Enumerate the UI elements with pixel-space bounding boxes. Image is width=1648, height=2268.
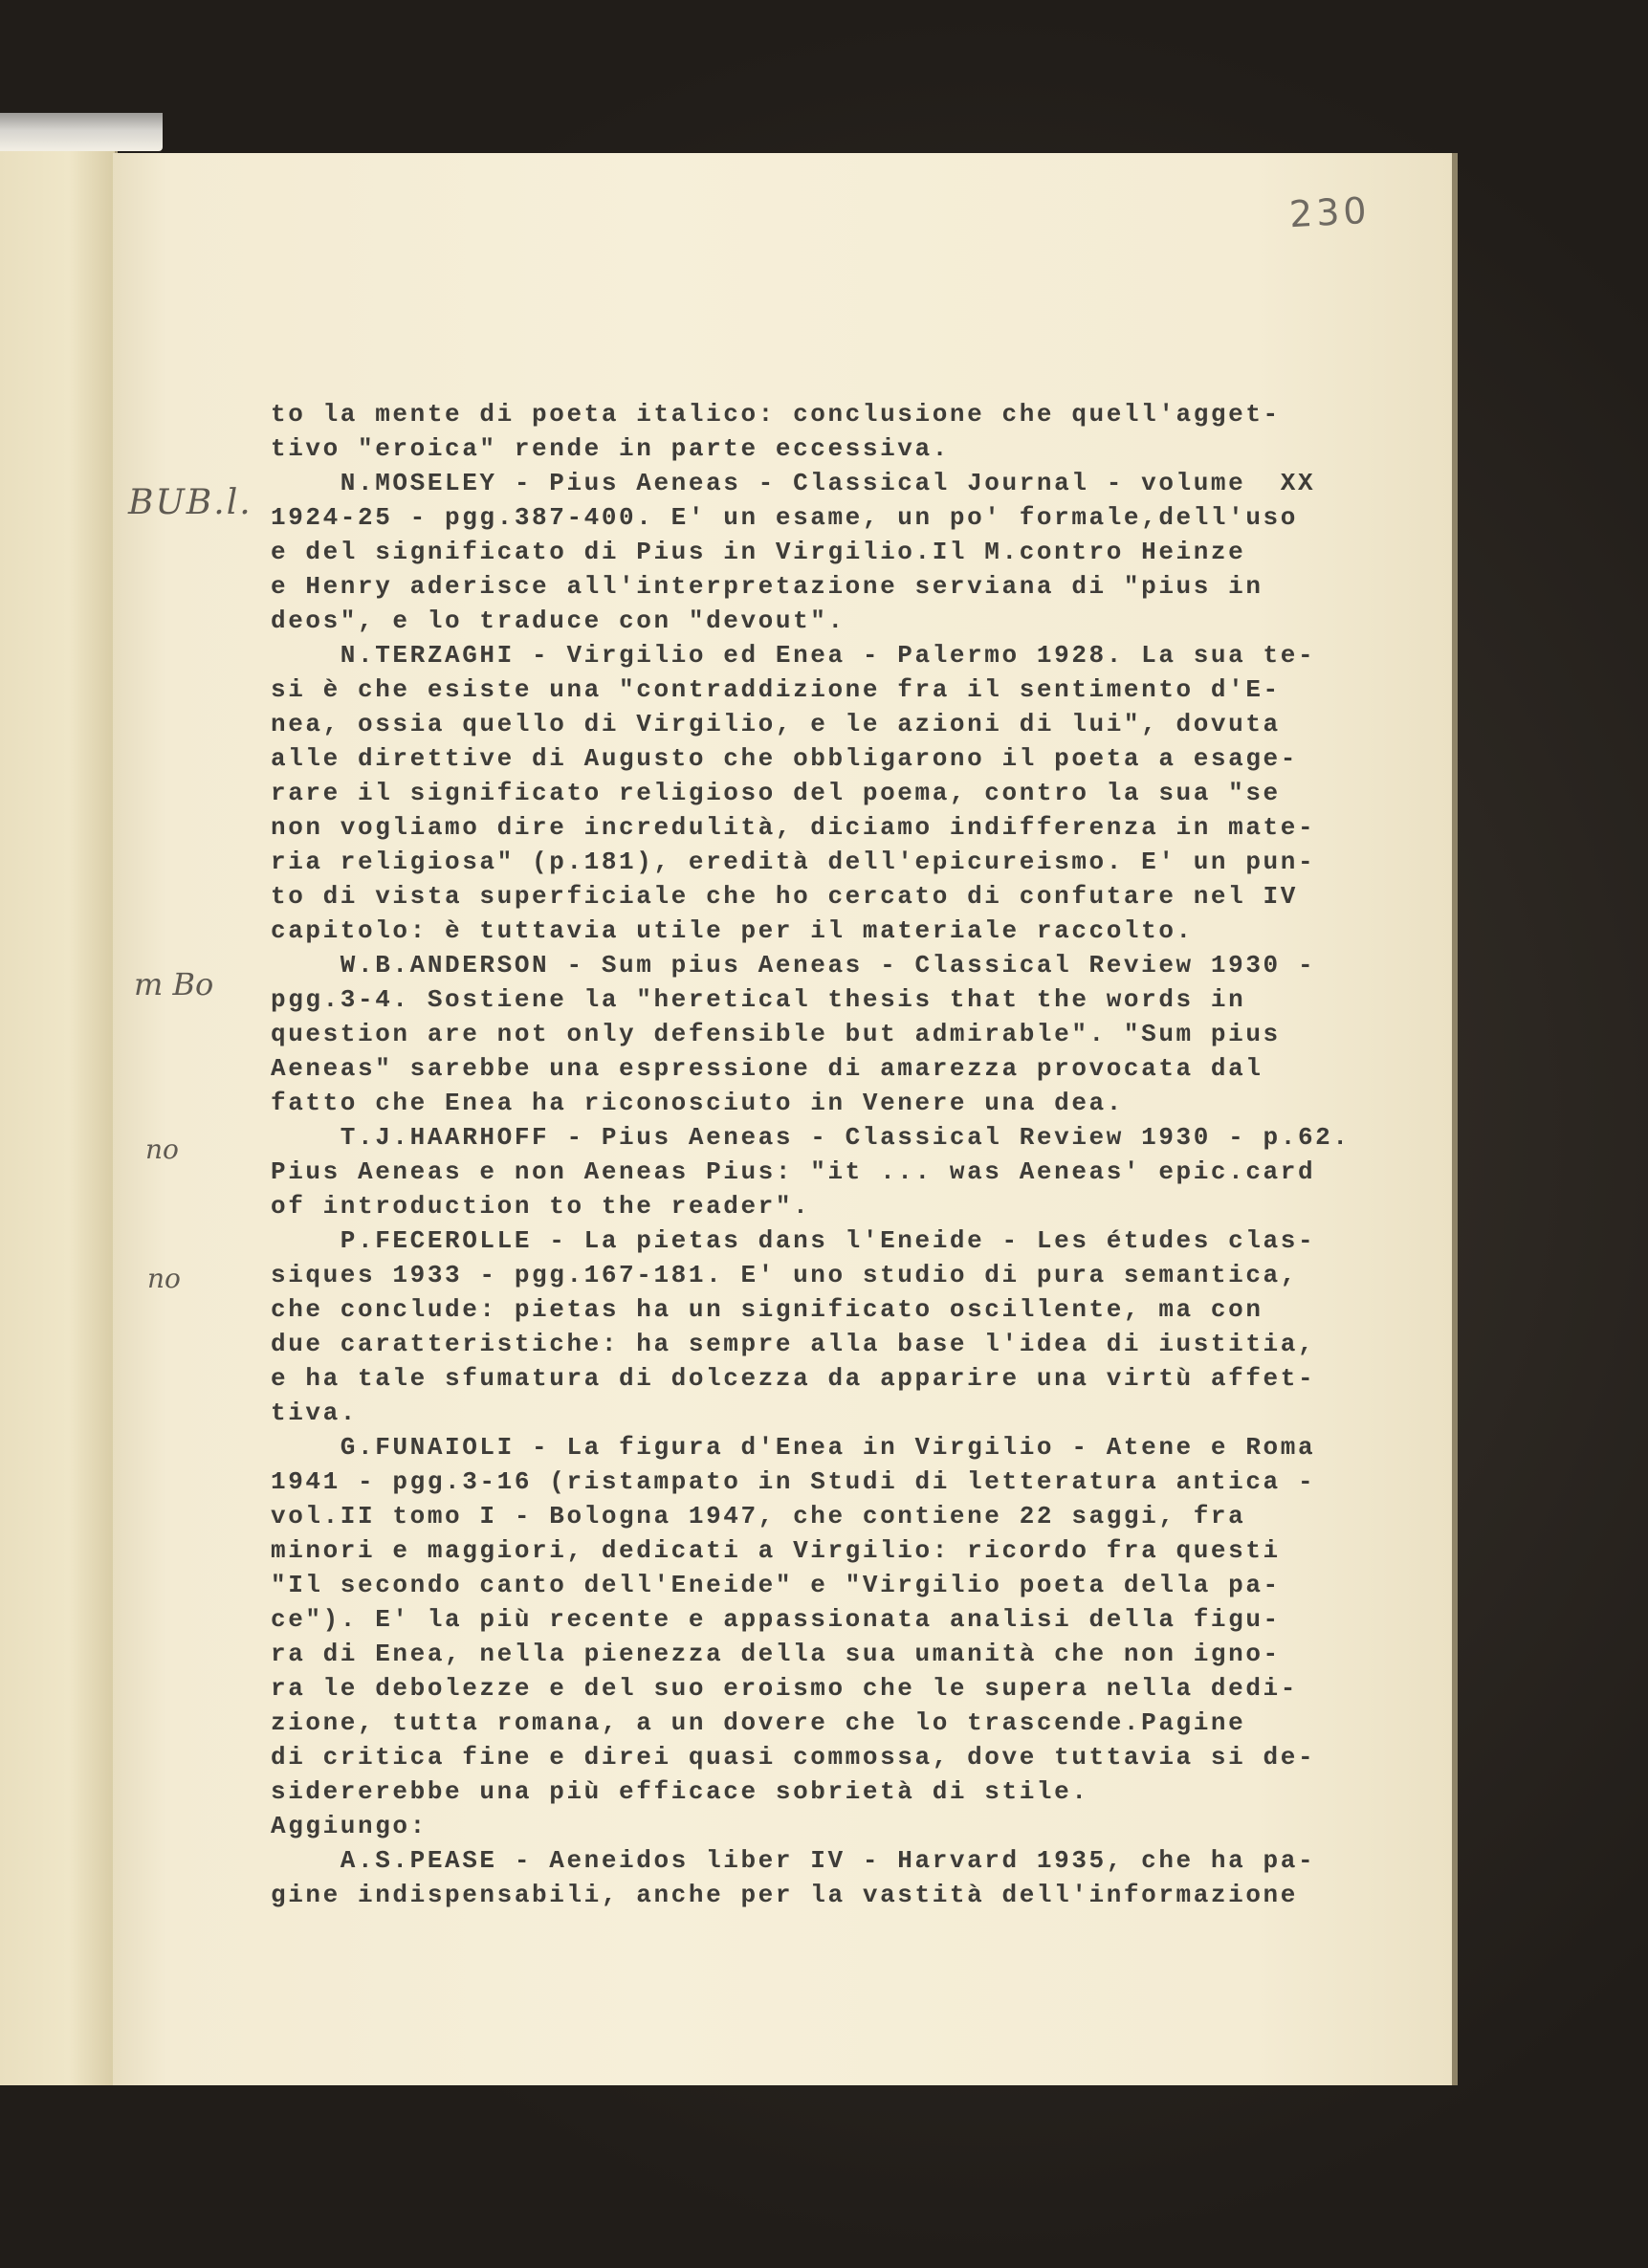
text-line: ra di Enea, nella pienezza della sua umanità che non igno- — [271, 1640, 1281, 1668]
text-line: 1941 - pgg.3-16 (ristampato in Studi di letteratura antica - — [271, 1467, 1316, 1496]
text-line: Pius Aeneas e non Aeneas Pius: "it ... was Aeneas' epic.card — [271, 1157, 1316, 1186]
text-line: si è che esiste una "contraddizione fra il sentimento d'E- — [271, 675, 1281, 704]
text-line: nea, ossia quello di Virgilio, e le azioni di lui", dovuta — [271, 710, 1281, 738]
text-line: T.J.HAARHOFF - Pius Aeneas - Classical Review 1930 - p.62. — [271, 1123, 1351, 1152]
text-line: ria religiosa" (p.181), eredità dell'epicureismo. E' un pun- — [271, 848, 1316, 876]
text-line: N.TERZAGHI - Virgilio ed Enea - Palermo 1928. La sua te- — [271, 641, 1316, 670]
margin-note: no — [147, 1263, 181, 1294]
text-line: G.FUNAIOLI - La figura d'Enea in Virgilio - Atene e Roma — [271, 1433, 1316, 1462]
text-line: di critica fine e direi quasi commossa, dove tuttavia si de- — [271, 1743, 1316, 1772]
text-line: vol.II tomo I - Bologna 1947, che contiene 22 saggi, fra — [271, 1502, 1246, 1530]
text-line: e Henry aderisce all'interpretazione serviana di "pius in — [271, 572, 1263, 601]
text-line: alle direttive di Augusto che obbligarono il poeta a esage- — [271, 744, 1298, 773]
text-line: che conclude: pietas ha un significato oscillente, ma con — [271, 1295, 1263, 1324]
text-line: tivo "eroica" rende in parte eccessiva. — [271, 434, 950, 463]
text-line: N.MOSELEY - Pius Aeneas - Classical Journal - volume XX — [271, 469, 1316, 497]
text-line: minori e maggiori, dedicati a Virgilio: ricordo fra questi — [271, 1536, 1281, 1565]
text-line: deos", e lo traduce con "devout". — [271, 606, 846, 635]
text-line: capitolo: è tuttavia utile per il materiale raccolto. — [271, 916, 1194, 945]
text-line: non vogliamo dire incredulità, diciamo indifferenza in mate- — [271, 813, 1316, 842]
text-line: P.FECEROLLE - La pietas dans l'Eneide - Les études clas- — [271, 1226, 1316, 1255]
text-line: siques 1933 - pgg.167-181. E' uno studio di pura semantica, — [271, 1261, 1298, 1289]
text-line: zione, tutta romana, a un dovere che lo trascende.Pagine — [271, 1708, 1246, 1737]
text-line: e del significato di Pius in Virgilio.Il M.contro Heinze — [271, 538, 1246, 566]
text-line: sidererebbe una più efficace sobrietà di stile. — [271, 1777, 1089, 1806]
text-line: fatto che Enea ha riconosciuto in Venere una dea. — [271, 1089, 1124, 1117]
text-line: gine indispensabili, anche per la vastità dell'informazione — [271, 1881, 1298, 1909]
text-line: pgg.3-4. Sostiene la "heretical thesis that the words in — [271, 985, 1246, 1014]
text-line: Aeneas" sarebbe una espressione di amarezza provocata dal — [271, 1054, 1263, 1083]
page-number: 230 — [1287, 188, 1372, 236]
text-line: W.B.ANDERSON - Sum pius Aeneas - Classical Review 1930 - — [271, 951, 1316, 980]
book-block-edge — [0, 113, 163, 151]
text-line: to la mente di poeta italico: conclusione che quell'agget- — [271, 400, 1281, 429]
left-page-edge — [0, 134, 118, 2085]
text-line: Aggiungo: — [271, 1812, 428, 1840]
text-line: ce"). E' la più recente e appassionata analisi della figu- — [271, 1605, 1281, 1634]
margin-note: no — [145, 1134, 179, 1165]
margin-note: m Bo — [134, 966, 214, 1002]
body-text — [271, 397, 1351, 1912]
text-line: A.S.PEASE - Aeneidos liber IV - Harvard 1935, che ha pa- — [271, 1846, 1316, 1875]
text-line: e ha tale sfumatura di dolcezza da apparire una virtù affet- — [271, 1364, 1316, 1393]
margin-note: BUB.l. — [128, 483, 253, 522]
text-line: due caratteristiche: ha sempre alla base l'idea di iustitia, — [271, 1330, 1316, 1358]
text-line: to di vista superficiale che ho cercato di confutare nel IV — [271, 882, 1298, 911]
text-line: rare il significato religioso del poema, contro la sua "se — [271, 779, 1281, 807]
text-line: ra le debolezze e del suo eroismo che le supera nella dedi- — [271, 1674, 1298, 1703]
text-line: 1924-25 - pgg.387-400. E' un esame, un po' formale,dell'uso — [271, 503, 1298, 532]
text-line: of introduction to the reader". — [271, 1192, 811, 1221]
text-line: tiva. — [271, 1398, 359, 1427]
text-line: question are not only defensible but admirable". "Sum pius — [271, 1020, 1281, 1048]
text-line: "Il secondo canto dell'Eneide" e "Virgilio poeta della pa- — [271, 1571, 1281, 1599]
